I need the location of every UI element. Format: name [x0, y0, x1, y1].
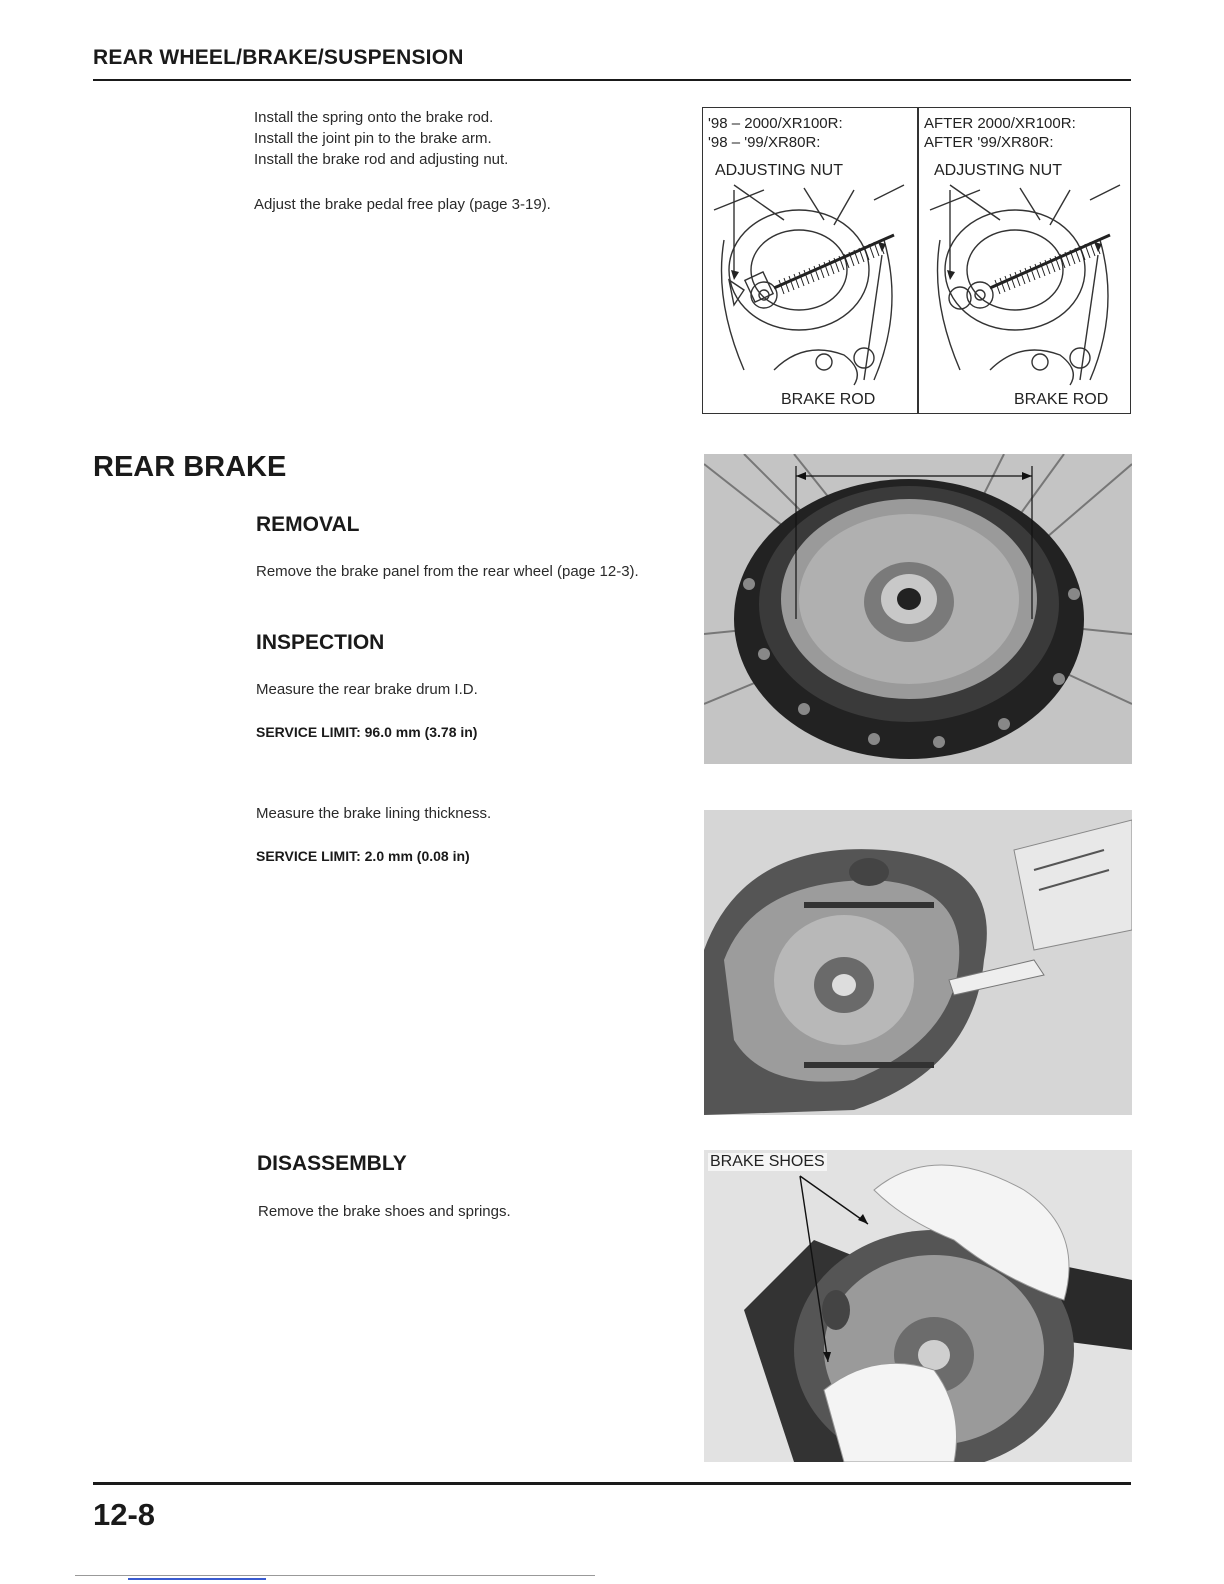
brake-shoes-leader-lines — [780, 1172, 890, 1372]
callout-brake-rod-left: BRAKE ROD — [781, 391, 876, 408]
header-rule — [93, 79, 1131, 81]
install-line: Install the joint pin to the brake arm. — [254, 130, 492, 147]
brake-shoes-callout: BRAKE SHOES — [710, 1153, 825, 1170]
brake-rod-drawing-right — [920, 180, 1130, 388]
drum-service-limit: SERVICE LIMIT: 96.0 mm (3.78 in) — [256, 724, 478, 740]
footer-link-underline[interactable] — [128, 1578, 266, 1580]
disassembly-text: Remove the brake shoes and springs. — [258, 1203, 511, 1220]
model-label: '98 – '99/XR80R: — [708, 134, 821, 151]
model-label: AFTER 2000/XR100R: — [924, 115, 1076, 132]
diagram-right-models — [924, 114, 1076, 152]
brake-drum-photo — [704, 454, 1132, 764]
install-line: Install the spring onto the brake rod. — [254, 109, 494, 126]
diagram-divider — [917, 107, 919, 414]
lining-measure-text: Measure the brake lining thickness. — [256, 805, 492, 822]
page-header-title: REAR WHEEL/BRAKE/SUSPENSION — [93, 46, 464, 69]
lining-service-limit: SERVICE LIMIT: 2.0 mm (0.08 in) — [256, 848, 470, 864]
disassembly-title: DISASSEMBLY — [257, 1152, 407, 1175]
footer-divider — [75, 1575, 595, 1576]
model-label: AFTER '99/XR80R: — [924, 134, 1054, 151]
callout-adjusting-nut-right: ADJUSTING NUT — [934, 162, 1062, 179]
drum-measure-text: Measure the rear brake drum I.D. — [256, 681, 478, 698]
section-title: REAR BRAKE — [93, 451, 287, 483]
page-number: 12-8 — [93, 1497, 156, 1532]
callout-brake-rod-right: BRAKE ROD — [1014, 391, 1109, 408]
adjust-instruction: Adjust the brake pedal free play (page 3-19). — [254, 196, 551, 213]
diagram-left-models — [708, 114, 843, 152]
brake-rod-drawing-left — [704, 180, 916, 388]
install-instructions — [254, 107, 674, 170]
callout-adjusting-nut-left: ADJUSTING NUT — [715, 162, 843, 179]
install-line: Install the brake rod and adjusting nut. — [254, 151, 509, 168]
model-label: '98 – 2000/XR100R: — [708, 115, 843, 132]
brake-shoes-photo — [704, 1150, 1132, 1462]
brake-lining-photo — [704, 810, 1132, 1115]
removal-title: REMOVAL — [256, 513, 360, 536]
footer-rule — [93, 1482, 1131, 1485]
removal-text: Remove the brake panel from the rear wheel (page 12-3). — [256, 563, 639, 580]
inspection-title: INSPECTION — [256, 631, 385, 654]
